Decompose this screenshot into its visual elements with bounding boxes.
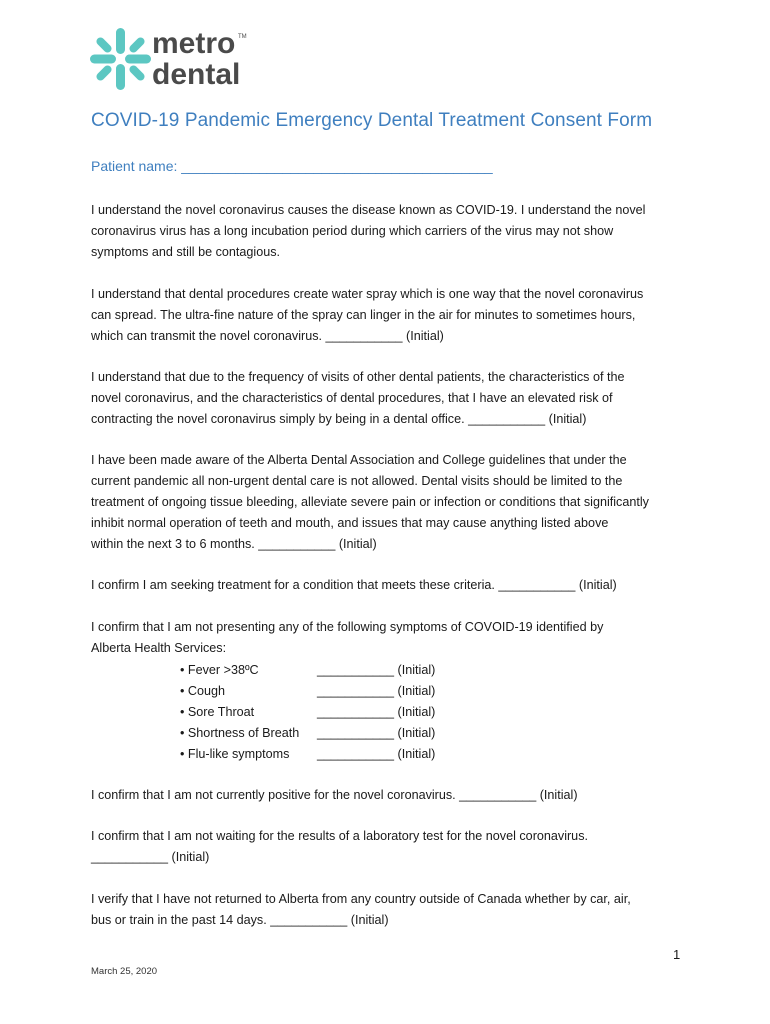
paragraph-water-spray bbox=[91, 284, 691, 347]
paragraph-line: Alberta Health Services: bbox=[91, 641, 227, 655]
paragraph-line[interactable]: contracting the novel coronavirus simply by being in a dental office. ___________ (Initial) bbox=[91, 412, 587, 426]
logo-text-metro: metro bbox=[152, 27, 236, 60]
paragraph-line[interactable]: I confirm that I am not currently positive for the novel coronavirus. ___________ (Initial) bbox=[91, 788, 578, 802]
paragraph-line: can spread. The ultra-fine nature of the spray can linger in the air for minutes to sometimes hours, bbox=[91, 308, 636, 322]
paragraph-line: I understand that dental procedures create water spray which is one way that the novel coronavirus bbox=[91, 287, 644, 301]
logo-cross-mark bbox=[90, 28, 151, 90]
initial-field[interactable]: ___________ (Initial) bbox=[317, 726, 436, 740]
paragraph-line[interactable]: within the next 3 to 6 months. ___________ (Initial) bbox=[91, 537, 377, 551]
paragraph-line: novel coronavirus, and the characteristics of dental procedures, that I have an elevated risk of bbox=[91, 391, 613, 405]
paragraph-incubation bbox=[91, 200, 691, 263]
list-item bbox=[180, 660, 435, 681]
paragraph-line: I have been made aware of the Alberta Dental Association and College guidelines that under the bbox=[91, 453, 627, 467]
initial-field[interactable]: ___________ (Initial) bbox=[317, 663, 436, 677]
initial-field[interactable]: ___________ (Initial) bbox=[317, 705, 436, 719]
paragraph-symptoms-intro bbox=[91, 617, 691, 659]
initial-field[interactable]: ___________ (Initial) bbox=[317, 684, 436, 698]
paragraph-line[interactable]: ___________ (Initial) bbox=[91, 850, 210, 864]
list-item bbox=[180, 744, 435, 765]
symptom-name: • Sore Throat bbox=[180, 705, 255, 719]
paragraph-line: symptoms and still be contagious. bbox=[91, 245, 280, 259]
paragraph-line: I verify that I have not returned to Alberta from any country outside of Canada whether by car, air, bbox=[91, 892, 631, 906]
paragraph-line: I confirm that I am not presenting any of the following symptoms of COVOID-19 identified by bbox=[91, 620, 604, 634]
symptom-name: • Shortness of Breath bbox=[180, 726, 300, 740]
paragraph-line: I confirm that I am not waiting for the results of a laboratory test for the novel coronavirus. bbox=[91, 829, 588, 843]
metro-dental-logo bbox=[90, 26, 270, 92]
symptom-list bbox=[180, 660, 435, 765]
patient-name-field[interactable]: Patient name: ________________________________________ bbox=[91, 158, 493, 174]
paragraph-line: inhibit normal operation of teeth and mouth, and issues that may cause anything listed above bbox=[91, 516, 609, 530]
paragraph-not-waiting bbox=[91, 826, 691, 868]
paragraph-criteria bbox=[91, 575, 691, 596]
paragraph-elevated-risk bbox=[91, 367, 691, 430]
logo-trademark: TM bbox=[238, 34, 247, 40]
footer-date: March 25, 2020 bbox=[91, 966, 158, 977]
list-item bbox=[180, 702, 435, 723]
paragraph-line: coronavirus virus has a long incubation period during which carriers of the virus may not show bbox=[91, 224, 614, 238]
form-title: COVID-19 Pandemic Emergency Dental Treatment Consent Form bbox=[91, 110, 653, 131]
paragraph-guidelines bbox=[91, 450, 691, 555]
logo-text-dental: dental bbox=[152, 58, 241, 91]
paragraph-line[interactable]: bus or train in the past 14 days. ___________ (Initial) bbox=[91, 913, 389, 927]
symptom-name: • Fever >38ºC bbox=[180, 663, 259, 677]
page-number: 1 bbox=[673, 947, 681, 962]
paragraph-line: I understand that due to the frequency of visits of other dental patients, the characteristics of the bbox=[91, 370, 625, 384]
paragraph-line: I understand the novel coronavirus causes the disease known as COVID-19. I understand the novel bbox=[91, 203, 646, 217]
symptom-name: • Flu-like symptoms bbox=[180, 747, 290, 761]
logo-mark-icon bbox=[90, 26, 270, 92]
paragraph-travel bbox=[91, 889, 691, 931]
symptom-name: • Cough bbox=[180, 684, 226, 698]
list-item bbox=[180, 681, 435, 702]
list-item bbox=[180, 723, 435, 744]
paragraph-line: current pandemic all non-urgent dental care is not allowed. Dental visits should be limited to the bbox=[91, 474, 623, 488]
paragraph-line: treatment of ongoing tissue bleeding, alleviate severe pain or infection or conditions that significantly bbox=[91, 495, 649, 509]
initial-field[interactable]: ___________ (Initial) bbox=[317, 747, 436, 761]
paragraph-line[interactable]: I confirm I am seeking treatment for a condition that meets these criteria. ___________ (Initial) bbox=[91, 578, 617, 592]
paragraph-line[interactable]: which can transmit the novel coronavirus. ___________ (Initial) bbox=[91, 329, 444, 343]
paragraph-not-positive bbox=[91, 785, 691, 806]
